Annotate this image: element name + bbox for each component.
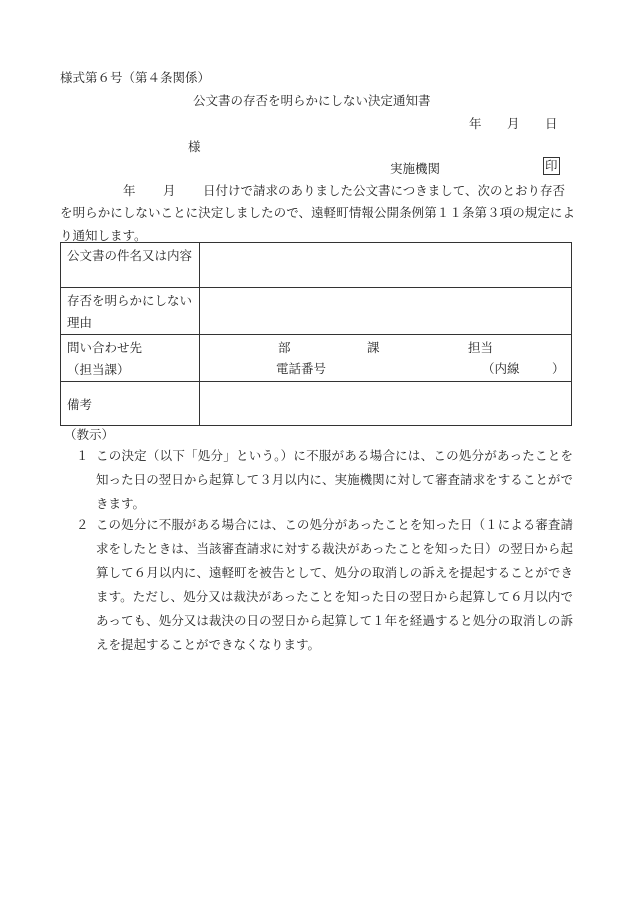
notes-header: （教示）	[64, 427, 115, 442]
row-value-contact	[200, 335, 572, 382]
note-number: １	[76, 448, 89, 463]
row-label-remarks: 備考	[61, 382, 200, 426]
row-label-reason: 存否を明らかにしない理由	[61, 288, 200, 335]
section-label: 課	[367, 340, 380, 355]
contact-label-line2: （担当課）	[67, 362, 130, 377]
table-row	[61, 243, 572, 288]
table-row	[61, 288, 572, 335]
notice-table	[60, 242, 572, 426]
person-label: 担当	[468, 340, 494, 355]
note-text: この処分に不服がある場合には、この処分があったことを知った日（１による審査請求をしたときは、当該審査請求に対する裁決があったことを知った日）の翌日から起算して６月以内に、遠軽町を被告として、処分の取消しの訴えを提起することができます。ただし、処分又は裁決があったことを知った日の翌日から起算して６月以内であっても、処分又は裁決の日の翌日から起算して１年を経過すると処分の取消しの訴えを提起することができなくなります。	[96, 517, 573, 652]
intro-year: 年	[123, 183, 136, 198]
row-value-reason	[200, 288, 572, 335]
form-id: 様式第６号（第４条関係）	[60, 70, 211, 85]
dept-label: 部	[278, 340, 291, 355]
extension-open: （内線	[482, 361, 520, 376]
table-row	[61, 335, 572, 382]
date-month: 月	[507, 116, 520, 131]
phone-label: 電話番号	[276, 361, 327, 376]
date-year: 年	[469, 116, 482, 131]
intro-text-rest: を明らかにしないことに決定しましたので、遠軽町情報公開条例第１１条第３項の規定により通知します。	[60, 205, 575, 243]
row-label-contact	[61, 335, 200, 382]
seal-mark: 印	[545, 158, 558, 173]
issuer-label: 実施機関	[390, 161, 441, 176]
note-number: ２	[76, 517, 89, 532]
intro-text-line1: 日付けで請求のありました公文書につきまして、次のとおり存否	[203, 183, 566, 198]
addressee-suffix: 様	[188, 139, 201, 154]
row-label-document: 公文書の件名又は内容	[61, 243, 200, 288]
extension-close: ）	[552, 361, 565, 376]
intro-month: 月	[163, 183, 176, 198]
document-title: 公文書の存否を明らかにしない決定通知書	[193, 93, 431, 108]
row-value-document	[200, 243, 572, 288]
contact-label-line1: 問い合わせ先	[67, 340, 143, 355]
date-day: 日	[545, 116, 558, 131]
table-row	[61, 382, 572, 426]
note-item	[76, 444, 573, 516]
note-item	[76, 513, 573, 657]
row-value-remarks	[200, 382, 572, 426]
note-text: この決定（以下「処分」という。）に不服がある場合には、この処分があったことを知った日の翌日から起算して３月以内に、実施機関に対して審査請求をすることができます。	[96, 448, 573, 511]
